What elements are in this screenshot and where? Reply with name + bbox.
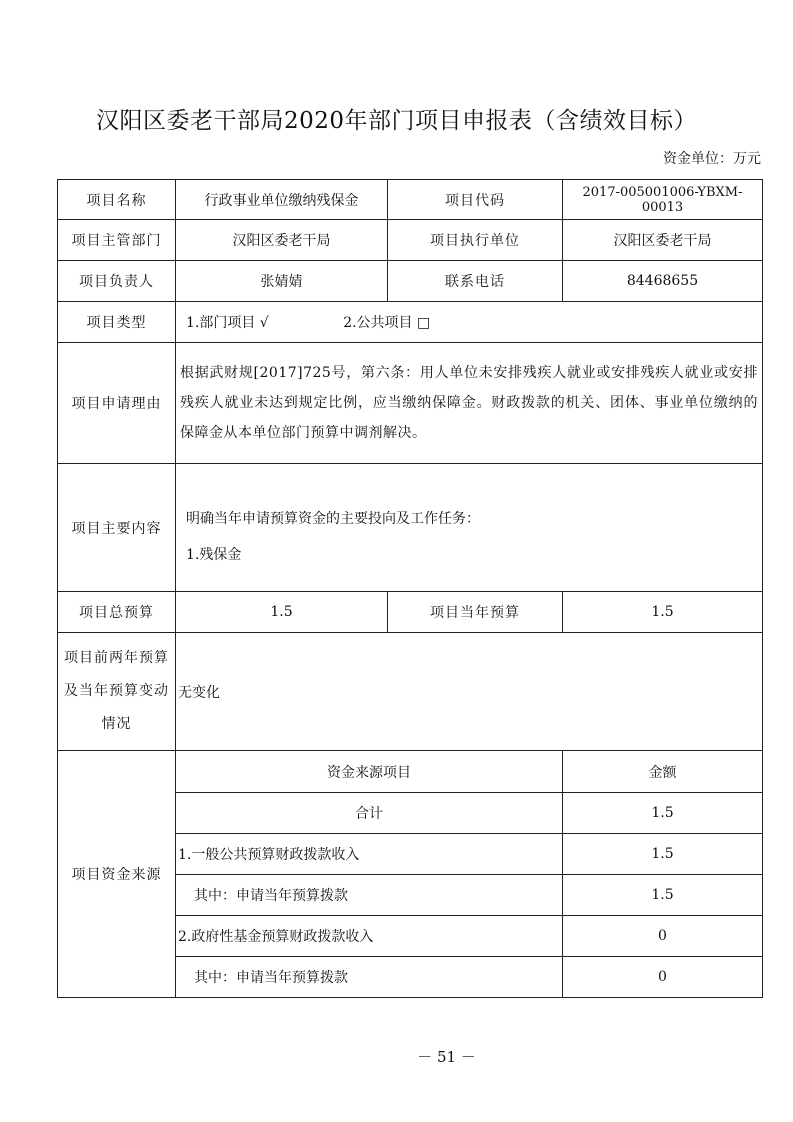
budget-change-value: 无变化 — [176, 633, 763, 751]
funding-header-amount: 金额 — [563, 751, 763, 793]
total-budget-value: 1.5 — [176, 592, 388, 633]
project-code-value: 2017-005001006-YBXM-00013 — [563, 180, 763, 220]
budget-change-label-line3: 情况 — [101, 716, 132, 732]
reason-text: 根据武财规[2017]725号，第六条：用人单位未安排残疾人就业或安排残疾人就业或安排残疾人就业未达到规定比例，应当缴纳保障金。财政拨款的机关、团体、事业单位缴纳的保障金从本单位部门预算中调剂解决。 — [176, 343, 763, 464]
type-option-department: 1.部门项目 √ — [186, 315, 269, 331]
funding-header-row — [58, 751, 763, 793]
funding-item-amount: 1.5 — [563, 793, 763, 834]
page-number: － 51 － — [417, 1048, 476, 1066]
content-line-2: 1.残保金 — [186, 546, 242, 563]
managing-dept-value: 汉阳区委老干局 — [176, 220, 388, 261]
project-type-label: 项目类型 — [58, 302, 176, 343]
funding-item-name: 其中：申请当年预算拨款 — [176, 957, 563, 998]
budget-change-label — [58, 633, 176, 751]
funding-item-name: 2.政府性基金预算财政拨款收入 — [176, 916, 563, 957]
row-project-name — [58, 180, 763, 220]
row-owner — [58, 261, 763, 302]
content-label: 项目主要内容 — [58, 464, 176, 592]
row-budget-change — [58, 633, 763, 751]
funding-item-name: 合计 — [176, 793, 563, 834]
row-content — [58, 464, 763, 592]
funding-header-item: 资金来源项目 — [176, 751, 563, 793]
executing-unit-label: 项目执行单位 — [388, 220, 563, 261]
budget-change-label-line1: 项目前两年预算 — [64, 650, 169, 666]
funding-item-name: 其中：申请当年预算拨款 — [176, 875, 563, 916]
content-line-1: 明确当年申请预算资金的主要投向及工作任务： — [186, 510, 480, 527]
project-code-label: 项目代码 — [388, 180, 563, 220]
year-budget-label: 项目当年预算 — [388, 592, 563, 633]
reason-label: 项目申请理由 — [58, 343, 176, 464]
phone-value: 84468655 — [563, 261, 763, 302]
project-name-value: 行政事业单位缴纳残保金 — [176, 180, 388, 220]
project-application-table — [57, 179, 763, 998]
budget-change-label-line2: 及当年预算变动 — [64, 683, 169, 699]
phone-label: 联系电话 — [388, 261, 563, 302]
funding-source-label: 项目资金来源 — [58, 751, 176, 998]
executing-unit-value: 汉阳区委老干局 — [563, 220, 763, 261]
row-project-type — [58, 302, 763, 343]
funding-item-amount: 1.5 — [563, 834, 763, 875]
project-name-label: 项目名称 — [58, 180, 176, 220]
project-owner-value: 张婧婧 — [176, 261, 388, 302]
page-title: 汉阳区委老干部局2020年部门项目申报表（含绩效目标） — [95, 108, 698, 134]
content-cell — [176, 464, 763, 592]
managing-dept-label: 项目主管部门 — [58, 220, 176, 261]
row-department — [58, 220, 763, 261]
row-reason — [58, 343, 763, 464]
year-budget-value: 1.5 — [563, 592, 763, 633]
currency-unit: 资金单位：万元 — [663, 151, 761, 167]
funding-item-amount: 0 — [563, 957, 763, 998]
row-budget — [58, 592, 763, 633]
funding-item-name: 1.一般公共预算财政拨款收入 — [176, 834, 563, 875]
project-type-options — [176, 302, 763, 343]
type-option-public: 2.公共项目 □ — [343, 315, 431, 331]
funding-item-amount: 1.5 — [563, 875, 763, 916]
total-budget-label: 项目总预算 — [58, 592, 176, 633]
project-owner-label: 项目负责人 — [58, 261, 176, 302]
funding-item-amount: 0 — [563, 916, 763, 957]
